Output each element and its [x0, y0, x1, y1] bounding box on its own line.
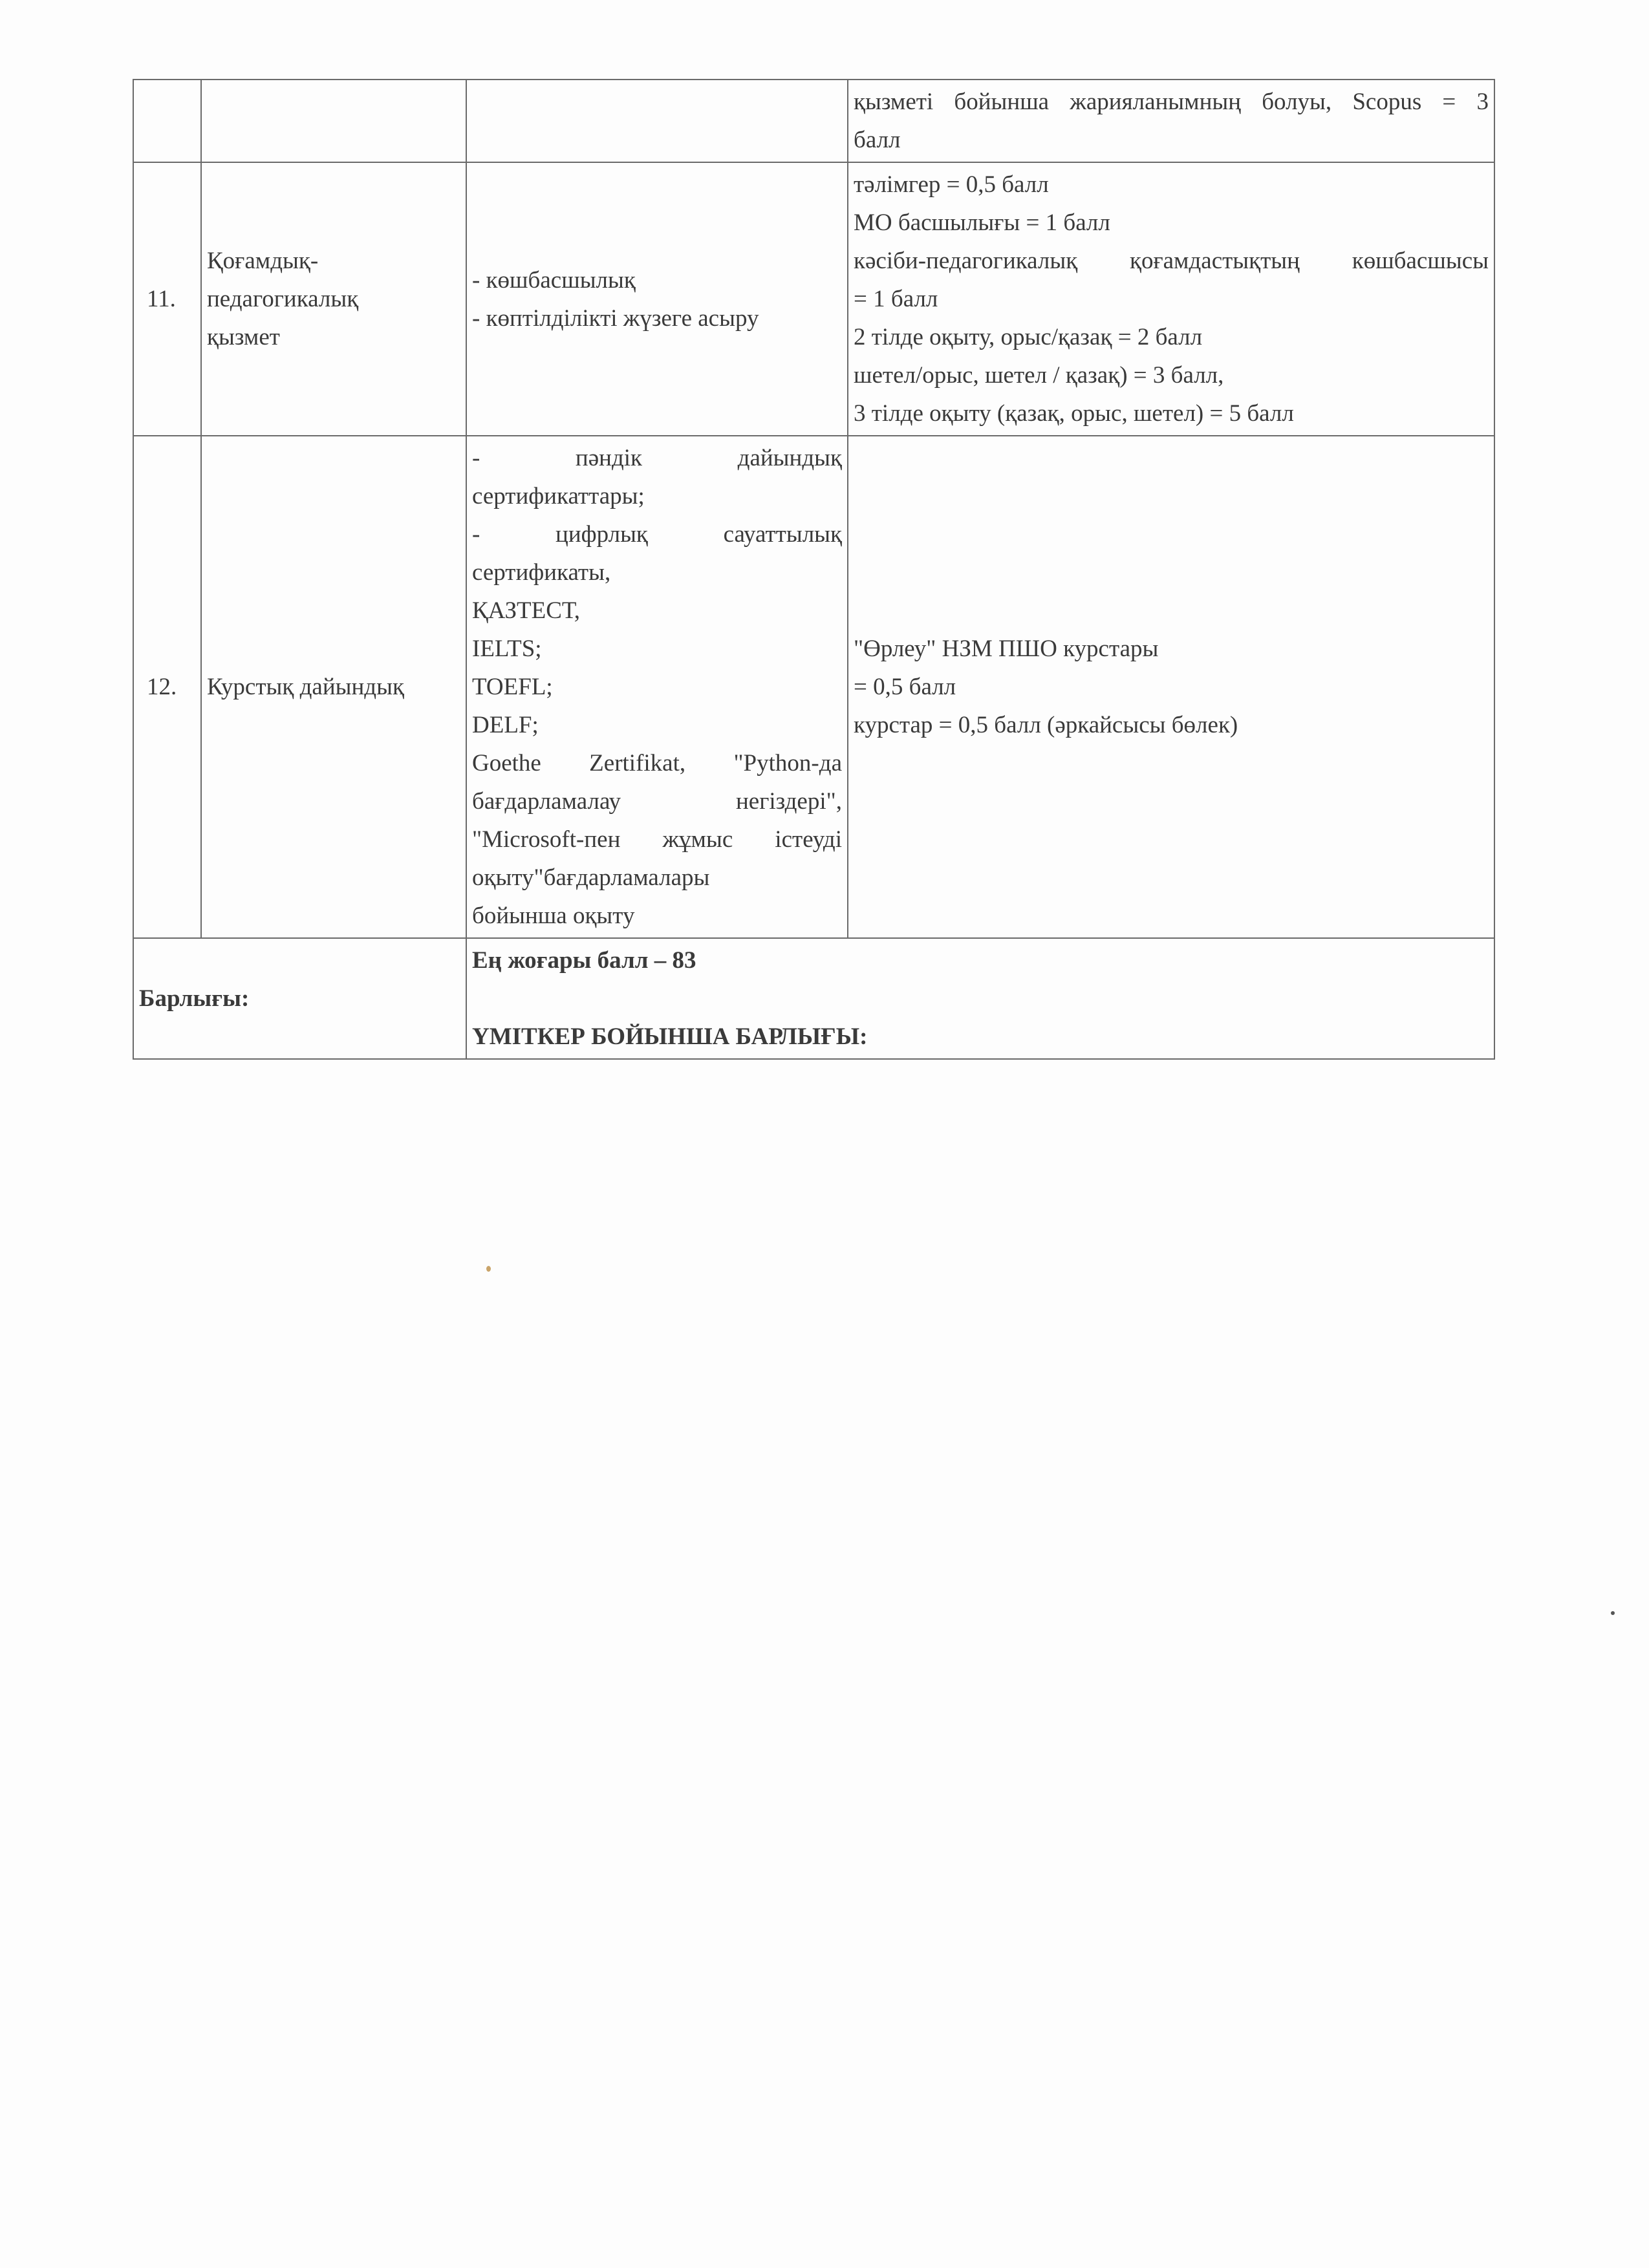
score-line: шетел/орыс, шетел / қазақ) = 3 балл,	[854, 362, 1224, 389]
table-row	[133, 162, 1494, 436]
criteria-line: ҚАЗТЕСТ,	[472, 597, 581, 624]
criteria-line: - көшбасшылық	[472, 266, 636, 294]
score-line: "Өрлеу" НЗМ ПШО курстары	[854, 636, 1159, 662]
criteria-cell	[466, 436, 848, 938]
score-line: 2 тілде оқыту, орыс/қазақ = 2 балл	[854, 324, 1203, 350]
total-row	[133, 938, 1494, 1059]
table-row	[133, 80, 1494, 162]
criteria-cell	[466, 162, 848, 436]
scan-speck	[1611, 1611, 1615, 1615]
criteria-line: бағдарламалау негіздері",	[472, 788, 842, 815]
scoring-table	[133, 79, 1495, 1060]
total-cell	[466, 938, 1494, 1059]
spacer	[472, 979, 1489, 1018]
criteria-line: DELF;	[472, 712, 539, 738]
activity-line: қызмет	[207, 324, 280, 350]
score-line: тәлімгер = 0,5 балл	[854, 171, 1049, 198]
row-number: 11.	[133, 162, 201, 436]
score-line: қызметі бойынша жарияланымның болуы, Scopus = 3	[854, 89, 1489, 115]
criteria-line: IELTS;	[472, 636, 542, 662]
score-line: кәсіби-педагогикалық қоғамдастықтың көшбасшысы	[854, 248, 1489, 274]
activity-line: Қоғамдық-	[207, 248, 319, 274]
criteria-line: Goethe Zertifikat, "Python-да	[472, 750, 842, 776]
candidate-total: ҮМІТКЕР БОЙЫНША БАРЛЫҒЫ:	[472, 1023, 868, 1050]
activity-cell	[201, 80, 466, 162]
total-label: Барлығы:	[133, 938, 466, 1059]
criteria-line: - пәндік дайындық	[472, 445, 842, 471]
criteria-line: "Microsoft-пен жұмыс істеуді	[472, 826, 842, 853]
row-number-cell	[133, 80, 201, 162]
score-line: = 1 балл	[854, 286, 938, 312]
row-number: 12.	[133, 436, 201, 938]
activity-cell	[201, 162, 466, 436]
score-cell	[848, 80, 1494, 162]
score-cell	[848, 436, 1494, 938]
criteria-line: сертификаттары;	[472, 483, 645, 509]
criteria-cell	[466, 80, 848, 162]
score-line: 3 тілде оқыту (қазақ, орыс, шетел) = 5 балл	[854, 400, 1294, 427]
score-cell	[848, 162, 1494, 436]
criteria-line: TOEFL;	[472, 674, 553, 700]
score-line: = 0,5 балл	[854, 674, 956, 700]
activity-cell: Курстық дайындық	[201, 436, 466, 938]
activity-line: педагогикалық	[207, 286, 359, 312]
criteria-line: оқыту"бағдарламалары	[472, 864, 710, 891]
criteria-line: бойынша оқыту	[472, 903, 635, 929]
table-row	[133, 436, 1494, 938]
score-line: МО басшылығы = 1 балл	[854, 209, 1110, 236]
criteria-line: - цифрлық сауаттылық	[472, 521, 842, 548]
scan-speck	[486, 1266, 491, 1272]
score-line: балл	[854, 127, 901, 153]
max-score: Ең жоғары балл – 83	[472, 947, 696, 974]
score-line: курстар = 0,5 балл (әркайсысы бөлек)	[854, 712, 1238, 738]
criteria-line: сертификаты,	[472, 559, 611, 586]
criteria-line: - көптілділікті жүзеге асыру	[472, 305, 759, 332]
